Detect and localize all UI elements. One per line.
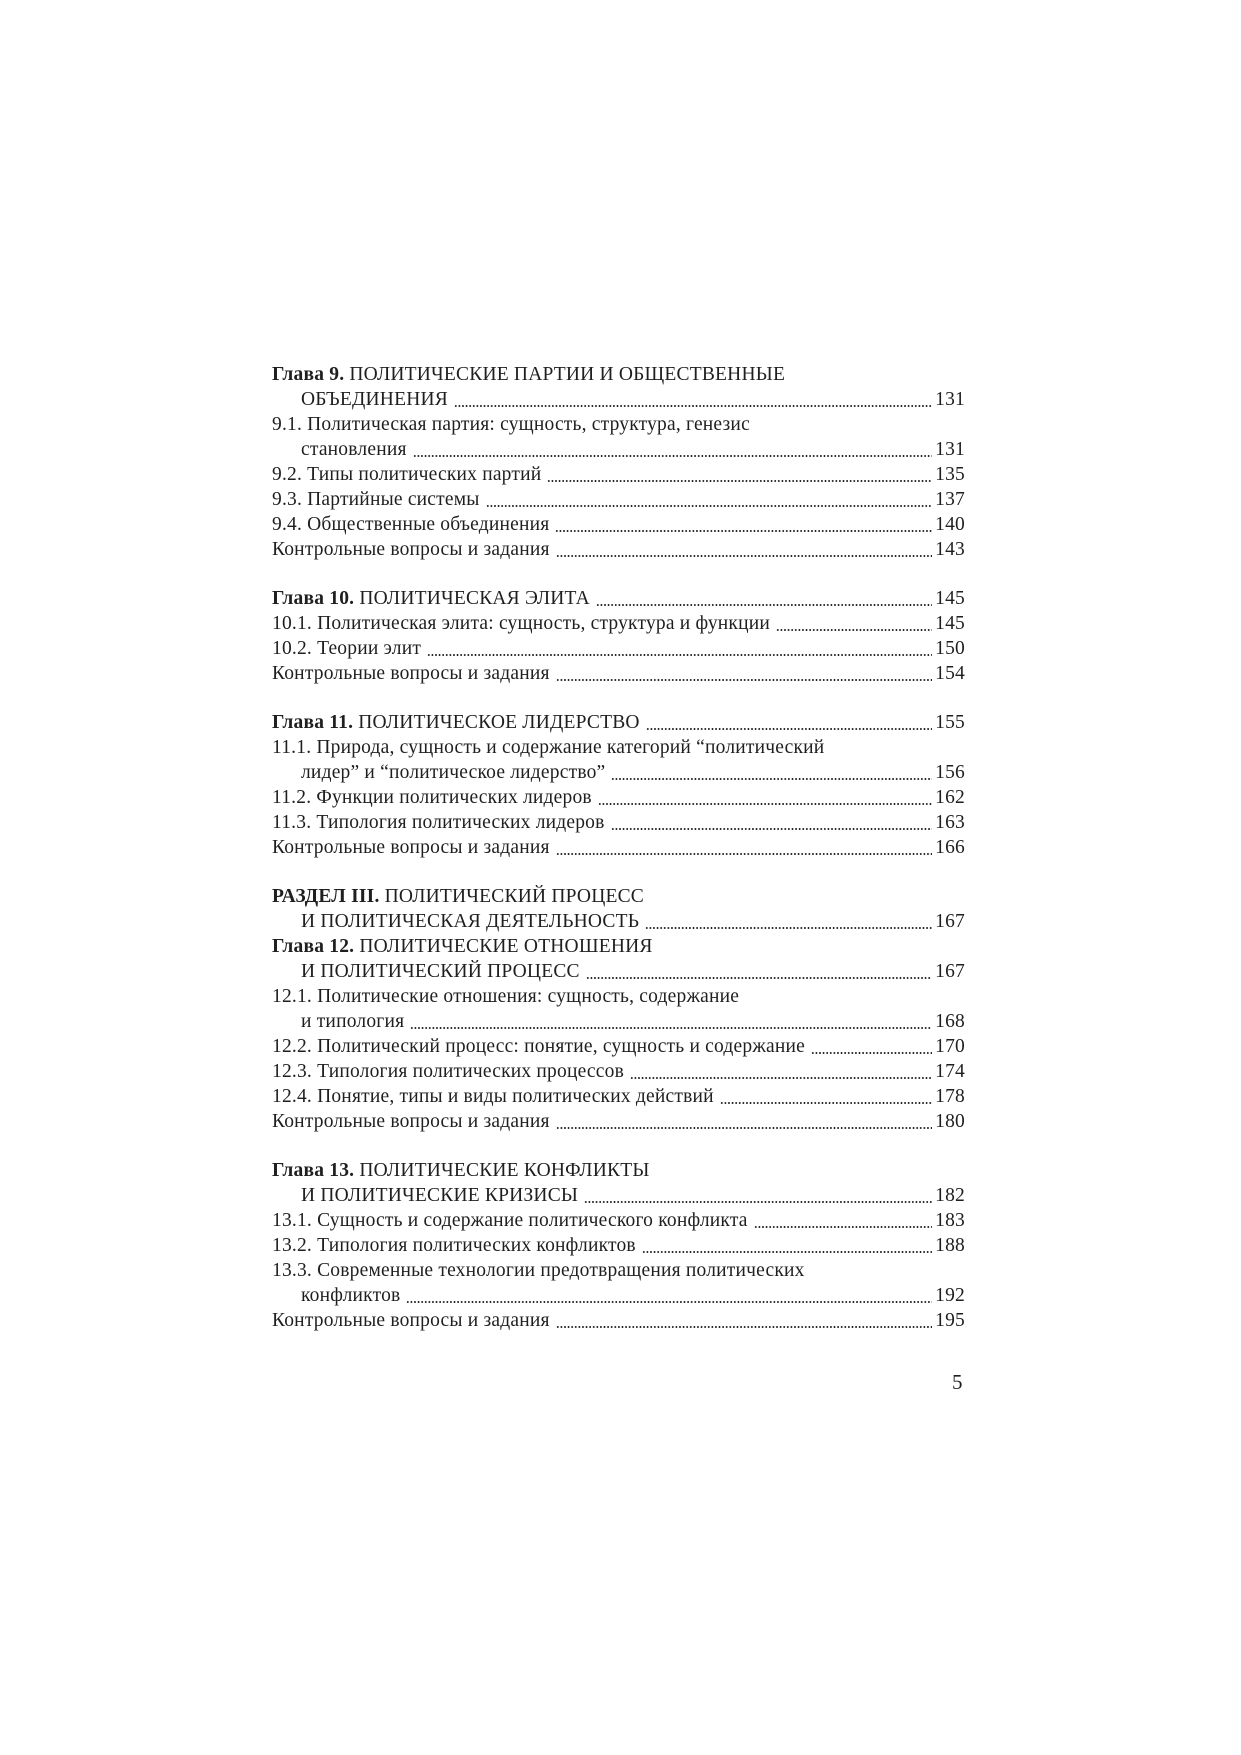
page-ref: 131 xyxy=(935,389,965,410)
toc-entry xyxy=(272,1258,965,1283)
chapter-title: ПОЛИТИЧЕСКОЕ ЛИДЕРСТВО xyxy=(358,712,640,733)
toc-entry xyxy=(272,487,965,512)
dot-leader xyxy=(611,826,933,831)
page-ref: 168 xyxy=(935,1011,965,1032)
entry-title-cont: и типология xyxy=(301,1011,405,1032)
page-number: 5 xyxy=(952,1370,963,1394)
toc-entry xyxy=(272,735,965,760)
toc-entry xyxy=(272,1308,965,1333)
page-ref: 182 xyxy=(935,1185,965,1206)
entry-title: 12.2. Политический процесс: понятие, сущность и содержание xyxy=(272,1036,805,1057)
entry-title: Контрольные вопросы и задания xyxy=(272,539,550,560)
entry-title: Контрольные вопросы и задания xyxy=(272,1310,550,1331)
page-ref: 150 xyxy=(935,638,965,659)
toc-entry xyxy=(272,636,965,661)
dot-leader xyxy=(556,553,932,558)
entry-title: Контрольные вопросы и задания xyxy=(272,837,550,858)
chapter-label: Глава 10. xyxy=(272,588,355,609)
toc-entry xyxy=(272,810,965,835)
entry-title: 13.1. Сущность и содержание политического конфликта xyxy=(272,1210,748,1231)
dot-leader xyxy=(413,453,933,458)
chapter-10 xyxy=(272,586,965,686)
table-of-contents xyxy=(272,362,965,1333)
chapter-label: Глава 12. xyxy=(272,936,355,957)
entry-title-cont: лидер” и “политическое лидерство” xyxy=(301,762,606,783)
chapter-heading-cont xyxy=(272,387,965,412)
toc-entry-cont xyxy=(272,437,965,462)
page-ref: 195 xyxy=(935,1310,965,1331)
page-ref: 163 xyxy=(935,812,965,833)
chapter-title-cont: И ПОЛИТИЧЕСКИЙ ПРОЦЕСС xyxy=(301,961,580,982)
chapter-heading xyxy=(272,934,965,959)
entry-title: Контрольные вопросы и задания xyxy=(272,1111,550,1132)
dot-leader xyxy=(720,1100,932,1105)
section-3 xyxy=(272,884,965,1134)
toc-entry-cont xyxy=(272,1009,965,1034)
dot-leader xyxy=(811,1050,932,1055)
chapter-label: Глава 11. xyxy=(272,712,354,733)
chapter-title: ПОЛИТИЧЕСКИЕ ОТНОШЕНИЯ xyxy=(359,936,653,957)
chapter-heading-cont xyxy=(272,1183,965,1208)
page-ref: 188 xyxy=(935,1235,965,1256)
dot-leader xyxy=(555,528,932,533)
dot-leader xyxy=(556,1125,932,1130)
chapter-title-cont: ОБЪЕДИНЕНИЯ xyxy=(301,389,448,410)
page-ref: 166 xyxy=(935,837,965,858)
chapter-label: Глава 9. xyxy=(272,364,345,385)
chapter-heading-cont xyxy=(272,959,965,984)
dot-leader xyxy=(645,925,932,930)
page-ref: 135 xyxy=(935,464,965,485)
dot-leader xyxy=(611,776,932,781)
page-ref: 155 xyxy=(935,712,965,733)
page-ref: 167 xyxy=(935,911,965,932)
toc-entry xyxy=(272,1233,965,1258)
section-title: ПОЛИТИЧЕСКИЙ ПРОЦЕСС xyxy=(384,886,644,907)
dot-leader xyxy=(584,1199,932,1204)
chapter-heading xyxy=(272,1158,965,1183)
page-ref: 170 xyxy=(935,1036,965,1057)
dot-leader xyxy=(427,652,932,657)
page-ref: 140 xyxy=(935,514,965,535)
toc-entry xyxy=(272,1059,965,1084)
toc-entry xyxy=(272,835,965,860)
dot-leader xyxy=(630,1075,932,1080)
page-ref: 143 xyxy=(935,539,965,560)
dot-leader xyxy=(646,726,932,731)
toc-entry xyxy=(272,611,965,636)
entry-title: 12.4. Понятие, типы и виды политических действий xyxy=(272,1086,714,1107)
page-ref: 178 xyxy=(935,1086,965,1107)
section-heading xyxy=(272,884,965,909)
dot-leader xyxy=(776,627,932,632)
entry-title: 10.1. Политическая элита: сущность, структура и функции xyxy=(272,613,770,634)
chapter-title: ПОЛИТИЧЕСКАЯ ЭЛИТА xyxy=(359,588,590,609)
entry-title: 11.1. Природа, сущность и содержание категорий “политический xyxy=(272,737,825,758)
toc-entry xyxy=(272,412,965,437)
page-ref: 145 xyxy=(935,613,965,634)
dot-leader xyxy=(547,478,932,483)
chapter-heading xyxy=(272,586,965,611)
entry-title: 9.1. Политическая партия: сущность, структура, генезис xyxy=(272,414,750,435)
page-ref: 131 xyxy=(935,439,965,460)
page-ref: 180 xyxy=(935,1111,965,1132)
dot-leader xyxy=(406,1299,932,1304)
toc-entry xyxy=(272,537,965,562)
toc-entry xyxy=(272,1084,965,1109)
dot-leader xyxy=(556,1324,932,1329)
entry-title: 13.3. Современные технологии предотвращения политических xyxy=(272,1260,805,1281)
toc-entry-cont xyxy=(272,1283,965,1308)
chapter-title-cont: И ПОЛИТИЧЕСКИЕ КРИЗИСЫ xyxy=(301,1185,579,1206)
dot-leader xyxy=(410,1025,932,1030)
chapter-9 xyxy=(272,362,965,562)
entry-title: 9.2. Типы политических партий xyxy=(272,464,542,485)
chapter-label: Глава 13. xyxy=(272,1160,355,1181)
entry-title: 11.3. Типология политических лидеров xyxy=(272,812,605,833)
page-ref: 156 xyxy=(935,762,965,783)
toc-entry xyxy=(272,1208,965,1233)
page-ref: 154 xyxy=(935,663,965,684)
toc-entry xyxy=(272,984,965,1009)
chapter-13 xyxy=(272,1158,965,1333)
entry-title-cont: становления xyxy=(301,439,407,460)
dot-leader xyxy=(596,602,932,607)
section-heading-cont xyxy=(272,909,965,934)
entry-title: 9.4. Общественные объединения xyxy=(272,514,550,535)
page-ref: 183 xyxy=(935,1210,965,1231)
entry-title: 10.2. Теории элит xyxy=(272,638,422,659)
page-ref: 174 xyxy=(935,1061,965,1082)
chapter-heading xyxy=(272,362,965,387)
entry-title: 9.3. Партийные системы xyxy=(272,489,480,510)
dot-leader xyxy=(598,801,932,806)
dot-leader xyxy=(586,975,932,980)
page-ref: 167 xyxy=(935,961,965,982)
page-ref: 145 xyxy=(935,588,965,609)
entry-title-cont: конфликтов xyxy=(301,1285,401,1306)
page-ref: 137 xyxy=(935,489,965,510)
dot-leader xyxy=(486,503,933,508)
page-ref: 192 xyxy=(935,1285,965,1306)
toc-entry xyxy=(272,512,965,537)
chapter-title: ПОЛИТИЧЕСКИЕ КОНФЛИКТЫ xyxy=(359,1160,650,1181)
entry-title: 11.2. Функции политических лидеров xyxy=(272,787,592,808)
toc-entry-cont xyxy=(272,760,965,785)
entry-title: Контрольные вопросы и задания xyxy=(272,663,550,684)
chapter-heading xyxy=(272,710,965,735)
dot-leader xyxy=(754,1224,933,1229)
dot-leader xyxy=(642,1249,932,1254)
entry-title: 12.1. Политические отношения: сущность, содержание xyxy=(272,986,740,1007)
toc-entry xyxy=(272,1034,965,1059)
entry-title: 13.2. Типология политических конфликтов xyxy=(272,1235,636,1256)
chapter-11 xyxy=(272,710,965,860)
toc-entry xyxy=(272,462,965,487)
toc-entry xyxy=(272,785,965,810)
dot-leader xyxy=(556,677,932,682)
toc-entry xyxy=(272,1109,965,1134)
dot-leader xyxy=(556,851,932,856)
section-label: РАЗДЕЛ III. xyxy=(272,886,380,907)
page-ref: 162 xyxy=(935,787,965,808)
entry-title: 12.3. Типология политических процессов xyxy=(272,1061,624,1082)
toc-entry xyxy=(272,661,965,686)
section-title-cont: И ПОЛИТИЧЕСКАЯ ДЕЯТЕЛЬНОСТЬ xyxy=(301,911,640,932)
dot-leader xyxy=(454,403,932,408)
chapter-title: ПОЛИТИЧЕСКИЕ ПАРТИИ И ОБЩЕСТВЕННЫЕ xyxy=(349,364,786,385)
